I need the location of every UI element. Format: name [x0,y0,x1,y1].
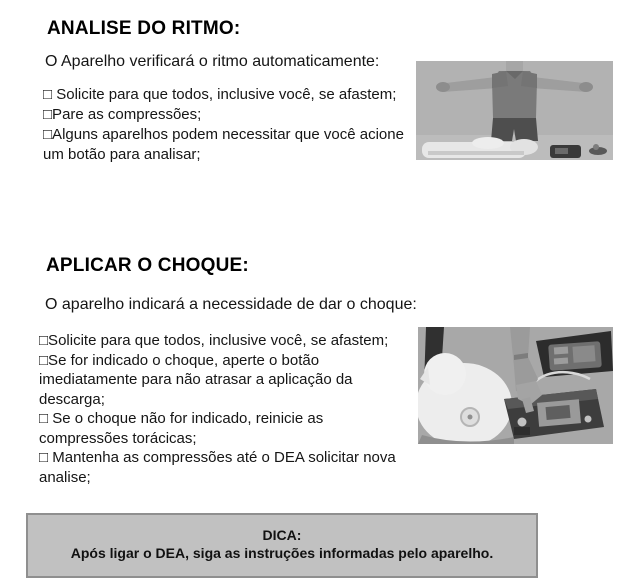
checklist-item: □ Solicite para que todos, inclusive você, se afastem; [43,86,397,103]
section-heading-aplicar-o-choque: APLICAR O CHOQUE: [46,255,249,276]
checklist-choque [39,331,413,487]
tip-box-text: Após ligar o DEA, siga as instruções informadas pelo aparelho. [70,545,494,561]
photo-rescuer-arms-spread-graphic [416,61,613,160]
checklist-item: □Solicite para que todos, inclusive você, se afastem; [39,332,389,349]
tip-box-title: DICA: [262,527,302,543]
checklist-item: □Se for indicado o choque, aperte o botão imediatamente para não atrasar a aplicação da descarga; [39,351,353,408]
checklist-analise [43,85,409,165]
section-heading-analise-do-ritmo: ANALISE DO RITMO: [47,18,241,39]
photo-hand-pressing-aed [418,327,613,444]
checklist-item: □ Mantenha as compressões até o DEA solicitar nova analise; [39,449,396,486]
checklist-item: □Pare as compressões; [43,106,202,123]
section-intro-choque: O aparelho indicará a necessidade de dar o choque: [45,296,417,313]
photo-hand-pressing-aed-graphic [418,327,613,444]
checklist-item: □Alguns aparelhos podem necessitar que você acione um botão para analisar; [43,126,404,163]
section-intro-analise: O Aparelho verificará o ritmo automaticamente: [45,53,380,70]
tip-box [26,513,538,578]
checklist-item: □ Se o choque não for indicado, reinicie as compressões torácicas; [39,410,324,447]
photo-rescuer-arms-spread [416,61,613,160]
